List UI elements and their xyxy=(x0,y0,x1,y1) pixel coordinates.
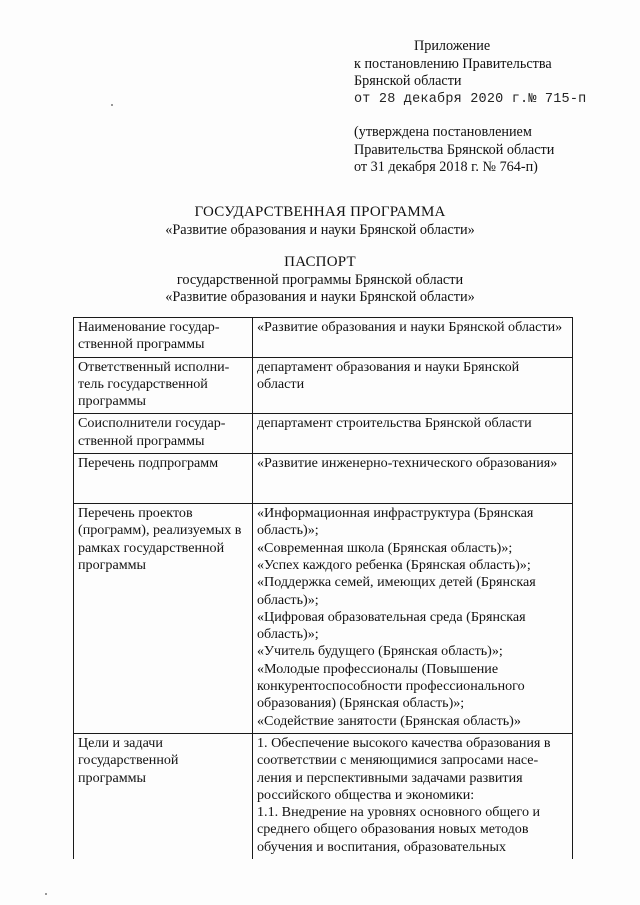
passport-table xyxy=(73,317,573,859)
program-heading: ГОСУДАРСТВЕННАЯ ПРОГРАММА xyxy=(194,204,446,220)
scan-speck xyxy=(111,104,113,106)
table-row xyxy=(74,454,573,504)
table-row xyxy=(74,504,573,734)
list-item: «Современная школа (Брянская область)»; xyxy=(257,539,513,556)
list-item: «Молодые профессионалы (Повышение конкурентоспособности профессионального образования) (Брянская область)»; xyxy=(257,660,525,712)
appendix-line: Брянской области xyxy=(354,73,462,89)
row-value: «Развитие инженерно-технического образования» xyxy=(253,454,573,504)
row-value: департамент образования и науки Брянской области xyxy=(253,357,573,414)
passport-subtitle: государственной программы Брянской области xyxy=(176,271,464,288)
list-item: «Цифровая образовательная среда (Брянская область)»; xyxy=(257,608,526,643)
table-row xyxy=(74,733,573,859)
list-item: «Успех каждого ребенка (Брянская область)»; xyxy=(257,556,531,573)
appendix-line: к постановлению Правительства xyxy=(354,55,552,72)
row-label: Соисполнители государ-ственной программы xyxy=(74,414,253,454)
row-label: Ответственный исполни-тель государственной программы xyxy=(74,357,253,414)
program-name: «Развитие образования и науки Брянской области» xyxy=(165,221,475,238)
approval-line: от 31 декабря 2018 г. № 764-п) xyxy=(354,159,538,175)
row-label: Перечень проектов (программ), реализуемых в рамках государственной программы xyxy=(74,504,253,734)
appendix-title: Приложение xyxy=(414,38,491,54)
list-item: 1. Обеспечение высокого качества образования в соответствии с меняющимися запросами насе-ления и перспективными задачами развития российского общества и экономики: xyxy=(257,734,551,803)
list-item: «Поддержка семей, имеющих детей (Брянская область)»; xyxy=(257,574,536,608)
table-row xyxy=(74,414,573,454)
row-label: Наименование государ-ственной программы xyxy=(74,318,253,358)
list-item: 1.1. Внедрение на уровнях основного общего и среднего общего образования новых методов обучения и воспитания, образовательных xyxy=(257,804,541,855)
passport-subtitle: «Развитие образования и науки Брянской области» xyxy=(165,289,475,305)
appendix-block xyxy=(354,38,624,177)
passport-heading: ПАСПОРТ xyxy=(284,254,356,270)
table-row xyxy=(74,318,573,358)
scan-speck xyxy=(45,893,47,895)
list-item: «Информационная инфраструктура (Брянская область)»; xyxy=(257,505,534,539)
row-value-list xyxy=(253,504,573,734)
appendix-date: от 28 декабря 2020 г.№ 715-п xyxy=(354,91,587,107)
row-value: департамент строительства Брянской области xyxy=(253,414,573,454)
table-row xyxy=(74,357,573,414)
row-value: «Развитие образования и науки Брянской области» xyxy=(253,318,573,358)
approval-line: Правительства Брянской области xyxy=(354,141,555,158)
list-item: «Содействие занятости (Брянская область)» xyxy=(257,712,521,729)
approval-line: (утверждена постановлением xyxy=(354,124,532,140)
passport-title-block xyxy=(0,254,640,307)
row-label: Цели и задачи государственной программы xyxy=(74,733,253,859)
row-value-list xyxy=(253,733,573,859)
program-title-block xyxy=(0,204,640,239)
list-item: «Учитель будущего (Брянская область)»; xyxy=(257,643,503,660)
row-label: Перечень подпрограмм xyxy=(74,454,253,504)
